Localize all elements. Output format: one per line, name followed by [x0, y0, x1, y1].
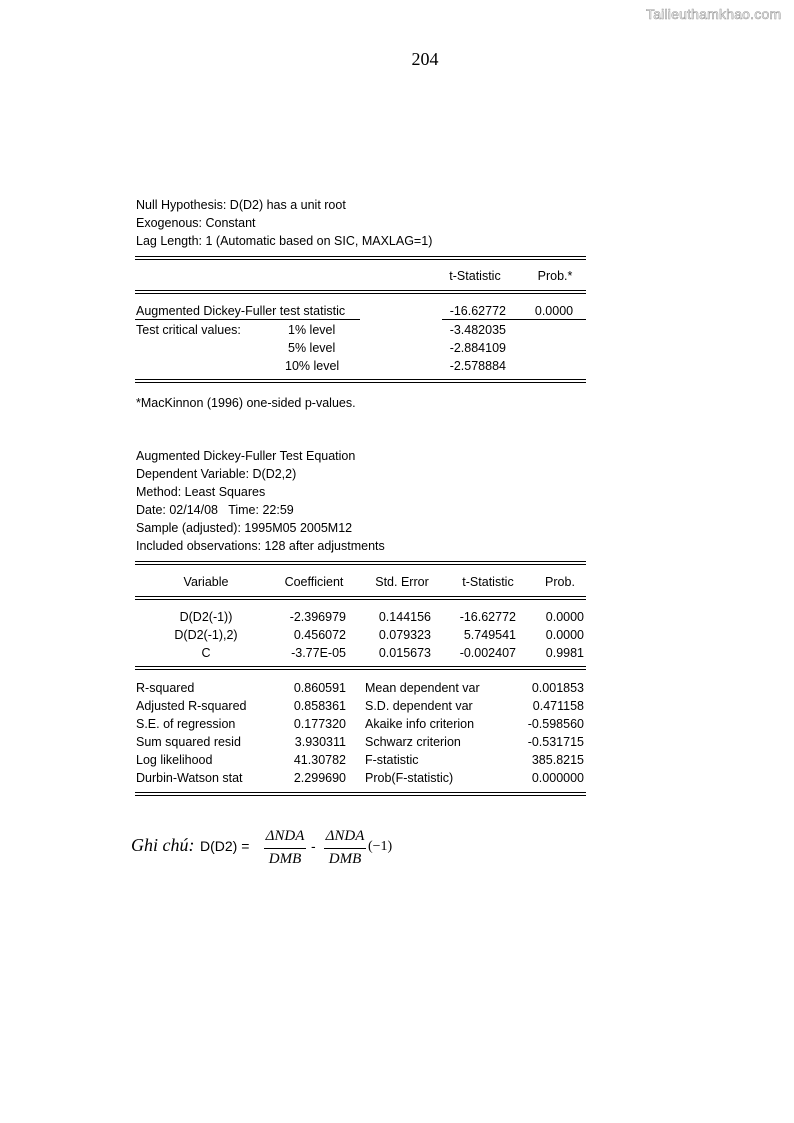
sample: Sample (adjusted): 1995M05 2005M12 — [136, 521, 353, 535]
stat-value: 0.471158 — [532, 699, 584, 713]
formula-lhs: D(D2) = — [200, 838, 250, 854]
std-error: 0.015673 — [378, 646, 431, 660]
stat-label: Prob(F-statistic) — [365, 771, 454, 785]
col-header-coefficient: Coefficient — [284, 575, 344, 589]
std-error: 0.144156 — [378, 610, 431, 624]
coefficient: -2.396979 — [289, 610, 346, 624]
col-header-prob: Prob. — [545, 575, 575, 589]
fraction-bar — [264, 848, 306, 849]
col-header-tstat: t-Statistic — [462, 575, 514, 589]
stat-label: Akaike info criterion — [365, 717, 475, 731]
critical-value: -2.884109 — [449, 341, 506, 355]
critical-level: 10% level — [285, 359, 340, 373]
stat-value: -0.598560 — [527, 717, 584, 731]
probability: 0.0000 — [545, 628, 584, 642]
col-header-prob: Prob.* — [537, 269, 573, 283]
adf-label: Augmented Dickey-Fuller test statistic — [136, 304, 346, 318]
col-header-variable: Variable — [183, 575, 229, 589]
stat-label: F-statistic — [365, 753, 419, 767]
table-rule — [135, 596, 586, 600]
critical-label: Test critical values: — [136, 323, 241, 337]
std-error: 0.079323 — [378, 628, 431, 642]
equation-title: Augmented Dickey-Fuller Test Equation — [136, 449, 356, 463]
null-hypothesis: Null Hypothesis: D(D2) has a unit root — [136, 198, 346, 212]
variable-name: D(D2(-1),2) — [174, 628, 238, 642]
t-statistic: -0.002407 — [459, 646, 516, 660]
stat-value: -0.531715 — [527, 735, 584, 749]
stat-value: 0.000000 — [531, 771, 584, 785]
table-rule — [135, 256, 586, 260]
adf-tstat: -16.62772 — [449, 304, 506, 318]
stat-label: Log likelihood — [136, 753, 213, 767]
stat-value: 385.8215 — [531, 753, 584, 767]
stat-value: 41.30782 — [293, 753, 346, 767]
watermark: Tailieuthamkhao.com — [646, 6, 782, 22]
coefficient: -3.77E-05 — [291, 646, 346, 660]
observations: Included observations: 128 after adjustments — [136, 539, 385, 553]
stat-value: 0.177320 — [293, 717, 346, 731]
fraction-denominator: DMB — [328, 851, 362, 867]
adf-prob: 0.0000 — [534, 304, 574, 318]
critical-level: 5% level — [288, 341, 336, 355]
stat-value: 2.299690 — [293, 771, 346, 785]
col-header-stderr: Std. Error — [375, 575, 429, 589]
fraction-numerator: ΔNDA — [325, 828, 365, 844]
table-rule — [135, 561, 586, 565]
fraction-denominator: DMB — [268, 851, 302, 867]
table-rule — [135, 666, 586, 670]
stat-value: 3.930311 — [294, 735, 346, 749]
variable-name: C — [201, 646, 211, 660]
table-rule — [135, 379, 586, 383]
fraction-numerator: ΔNDA — [265, 828, 305, 844]
exogenous: Exogenous: Constant — [136, 216, 256, 230]
table-rule — [135, 792, 586, 796]
note-label: Ghi chú: — [131, 835, 195, 855]
stat-label: Durbin-Watson stat — [136, 771, 243, 785]
stat-label: S.E. of regression — [136, 717, 236, 731]
critical-value: -2.578884 — [449, 359, 506, 373]
critical-level: 1% level — [288, 323, 336, 337]
stat-value: 0.860591 — [293, 681, 346, 695]
stat-label: Mean dependent var — [365, 681, 480, 695]
stat-value: 0.858361 — [293, 699, 346, 713]
stat-label: Sum squared resid — [136, 735, 241, 749]
lag-term: (−1) — [368, 839, 393, 854]
critical-value: -3.482035 — [449, 323, 506, 337]
stat-label: Schwarz criterion — [365, 735, 461, 749]
minus-sign: - — [311, 838, 316, 854]
table-rule — [135, 290, 586, 294]
date: Date: 02/14/08 Time: 22:59 — [136, 503, 294, 517]
dependent-variable: Dependent Variable: D(D2,2) — [136, 467, 297, 481]
page-number: 204 — [411, 49, 439, 69]
stat-label: R-squared — [136, 681, 195, 695]
t-statistic: 5.749541 — [463, 628, 516, 642]
stat-value: 0.001853 — [531, 681, 584, 695]
stat-label: S.D. dependent var — [365, 699, 473, 713]
lag-length: Lag Length: 1 (Automatic based on SIC, MAXLAG=1) — [136, 234, 433, 248]
footnote: *MacKinnon (1996) one-sided p-values. — [136, 396, 356, 410]
coefficient: 0.456072 — [293, 628, 346, 642]
underline — [442, 319, 586, 320]
probability: 0.0000 — [545, 610, 584, 624]
stat-label: Adjusted R-squared — [136, 699, 247, 713]
method: Method: Least Squares — [136, 485, 266, 499]
variable-name: D(D2(-1)) — [179, 610, 233, 624]
fraction-bar — [324, 848, 366, 849]
col-header-tstat: t-Statistic — [449, 269, 501, 283]
t-statistic: -16.62772 — [459, 610, 516, 624]
probability: 0.9981 — [545, 646, 584, 660]
underline — [135, 319, 360, 320]
